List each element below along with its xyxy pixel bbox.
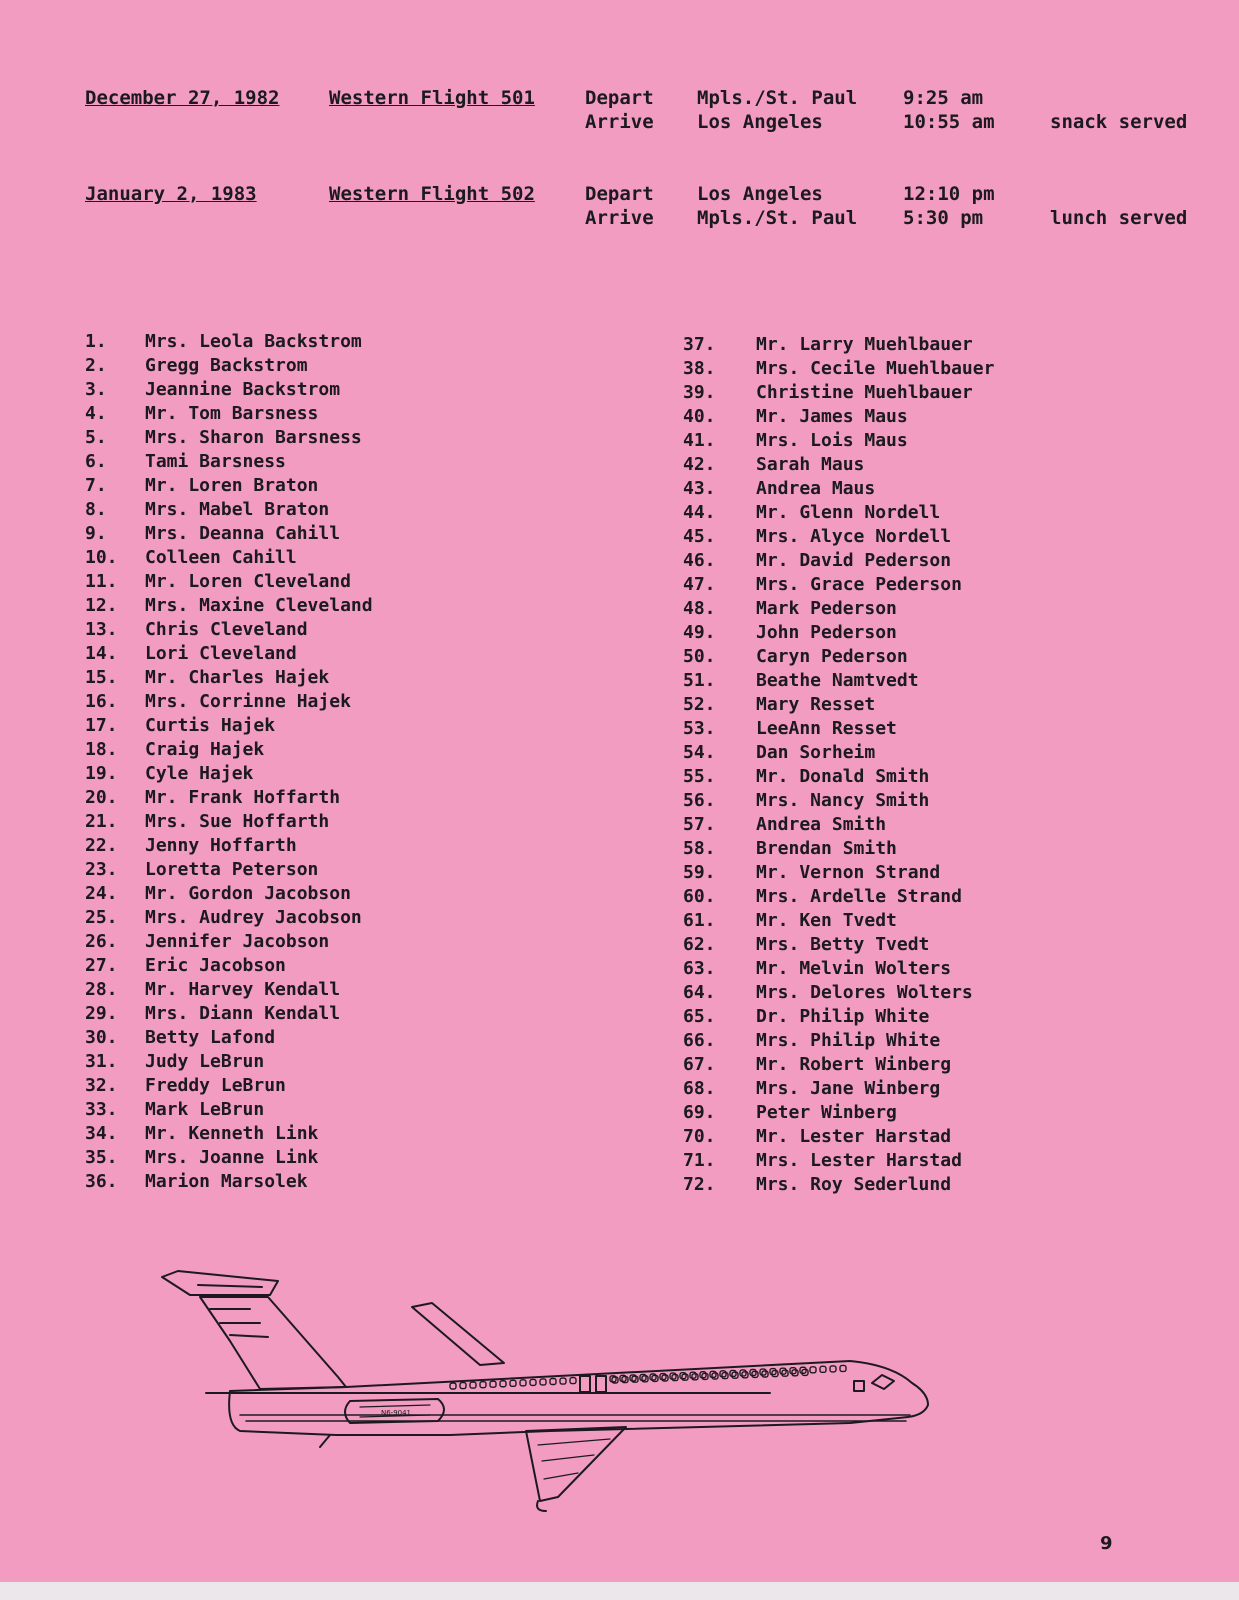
passenger-number: 63. [683,958,716,979]
passenger-number: 52. [683,694,716,715]
window [520,1380,526,1386]
passenger-name: Mrs. Diann Kendall [145,1003,341,1024]
passenger-number: 61. [683,910,716,931]
passenger-number: 57. [683,814,716,835]
cockpit-door [854,1381,864,1391]
passenger-number: 45. [683,526,716,547]
passenger-name: Freddy LeBrun [145,1075,286,1096]
passenger-name: Eric Jacobson [145,955,286,976]
depart-city: Mpls./St. Paul [697,87,858,109]
passenger-number: 48. [683,598,716,619]
passenger-number: 19. [85,763,118,784]
passenger-number: 46. [683,550,716,571]
depart-city: Los Angeles [697,183,823,205]
passenger-number: 66. [683,1030,716,1051]
passenger-name: Mr. Larry Muehlbauer [756,334,973,355]
arrive-label: Arrive [585,207,654,229]
window [740,1370,746,1376]
passenger-number: 31. [85,1051,118,1072]
passenger-number: 10. [85,547,118,568]
passenger-number: 39. [683,382,716,403]
passenger-name: Craig Hajek [145,739,265,760]
passenger-name: Mr. Robert Winberg [756,1054,952,1075]
passenger-number: 25. [85,907,118,928]
passenger-name: Mr. Lester Harstad [756,1126,952,1147]
passenger-number: 59. [683,862,716,883]
passenger-name: Mr. Donald Smith [756,766,930,787]
wingtip [537,1501,546,1511]
passenger-number: 13. [85,619,118,640]
passenger-name: Mr. Loren Braton [145,475,319,496]
passenger-number: 15. [85,667,118,688]
passenger-number: 14. [85,643,118,664]
passenger-number: 35. [85,1147,118,1168]
passenger-name: Mark LeBrun [145,1099,265,1120]
passenger-name: Colleen Cahill [145,547,297,568]
window [500,1381,506,1387]
passenger-number: 40. [683,406,716,427]
window [490,1381,496,1387]
passenger-number: 26. [85,931,118,952]
passenger-name: Mrs. Ardelle Strand [756,886,962,907]
passenger-name: Brendan Smith [756,838,897,859]
passenger-number: 60. [683,886,716,907]
passenger-name: Mrs. Sue Hoffarth [145,811,330,832]
passenger-number: 49. [683,622,716,643]
window [560,1378,566,1384]
wing-details [538,1439,610,1479]
tail-fin [200,1297,346,1389]
rear-strut [320,1435,330,1447]
arrive-time: 10:55 am [903,111,995,133]
passenger-name: Beathe Namtvedt [756,670,919,691]
passenger-number: 37. [683,334,716,355]
passenger-number: 68. [683,1078,716,1099]
passenger-number: 28. [85,979,118,1000]
passenger-name: Mrs. Jane Winberg [756,1078,941,1099]
main-wing [526,1427,626,1501]
passenger-name: Mrs. Lois Maus [756,430,908,451]
passenger-number: 53. [683,718,716,739]
window [550,1379,556,1385]
passenger-number: 18. [85,739,118,760]
passenger-name: Mrs. Maxine Cleveland [145,595,373,616]
passenger-number: 30. [85,1027,118,1048]
passenger-name: Peter Winberg [756,1102,897,1123]
passenger-number: 54. [683,742,716,763]
passenger-name: Mrs. Joanne Link [145,1147,319,1168]
flight-date: January 2, 1983 [85,183,257,205]
window [460,1383,466,1389]
passenger-name: Andrea Maus [756,478,876,499]
window-row [450,1365,846,1389]
flight-number: Western Flight 502 [329,183,535,205]
passenger-name: Mrs. Deanna Cahill [145,523,341,544]
passenger-name: Mary Resset [756,694,876,715]
passenger-name: Andrea Smith [756,814,887,835]
passenger-name: Mr. Vernon Strand [756,862,941,883]
passenger-name: Mr. Harvey Kendall [145,979,341,1000]
window [692,1374,698,1380]
window [752,1371,758,1377]
window [470,1382,476,1388]
passenger-name: Mrs. Corrinne Hajek [145,691,351,712]
passenger-name: Caryn Pederson [756,646,908,667]
window [720,1371,726,1377]
passenger-name: Mrs. Roy Sederlund [756,1174,952,1195]
window [710,1371,716,1377]
passenger-name: Mr. Melvin Wolters [756,958,952,979]
window [730,1370,736,1376]
passenger-name: Jeannine Backstrom [145,379,341,400]
passenger-name: Mr. Frank Hoffarth [145,787,341,808]
arrive-label: Arrive [585,111,654,133]
window [840,1365,846,1371]
passenger-name: Mr. Charles Hajek [145,667,330,688]
passenger-name: Mr. Gordon Jacobson [145,883,351,904]
passenger-number: 51. [683,670,716,691]
window [450,1383,456,1389]
airplane-illustration [150,1265,950,1540]
window [690,1372,696,1378]
passenger-name: Mrs. Philip White [756,1030,941,1051]
passenger-number: 55. [683,766,716,787]
window [712,1373,718,1379]
passenger-name: Mrs. Leola Backstrom [145,331,362,352]
passenger-number: 65. [683,1006,716,1027]
window [530,1379,536,1385]
passenger-name: Mrs. Delores Wolters [756,982,973,1003]
rear-winglet [412,1303,504,1365]
passenger-number: 7. [85,475,107,496]
window [810,1367,816,1373]
passenger-name: Mrs. Nancy Smith [756,790,930,811]
window [570,1378,576,1384]
arrive-city: Mpls./St. Paul [697,207,858,229]
passenger-number: 11. [85,571,118,592]
passenger-name: Mrs. Grace Pederson [756,574,962,595]
cabin-door [580,1376,590,1392]
passenger-number: 21. [85,811,118,832]
passenger-number: 6. [85,451,107,472]
arrive-time: 5:30 pm [903,207,984,229]
scan-edge [0,1582,1239,1600]
passenger-number: 56. [683,790,716,811]
passenger-name: Marion Marsolek [145,1171,308,1192]
passenger-number: 2. [85,355,107,376]
passenger-name: Mark Pederson [756,598,897,619]
passenger-number: 34. [85,1123,118,1144]
passenger-number: 3. [85,379,107,400]
passenger-number: 5. [85,427,107,448]
passenger-number: 9. [85,523,107,544]
passenger-number: 8. [85,499,107,520]
passenger-name: Lori Cleveland [145,643,297,664]
passenger-name: Mrs. Lester Harstad [756,1150,962,1171]
passenger-number: 50. [683,646,716,667]
passenger-number: 12. [85,595,118,616]
passenger-number: 22. [85,835,118,856]
depart-time: 9:25 am [903,87,984,109]
passenger-number: 72. [683,1174,716,1195]
passenger-name: Mrs. Alyce Nordell [756,526,952,547]
passenger-name: Mr. Kenneth Link [145,1123,319,1144]
passenger-number: 38. [683,358,716,379]
passenger-number: 17. [85,715,118,736]
passenger-name: Mr. Glenn Nordell [756,502,941,523]
depart-time: 12:10 pm [903,183,995,205]
window [510,1380,516,1386]
passenger-number: 36. [85,1171,118,1192]
passenger-name: Jenny Hoffarth [145,835,297,856]
passenger-name: John Pederson [756,622,897,643]
passenger-number: 33. [85,1099,118,1120]
passenger-name: Chris Cleveland [145,619,308,640]
passenger-name: Jennifer Jacobson [145,931,330,952]
passenger-number: 27. [85,955,118,976]
passenger-number: 47. [683,574,716,595]
passenger-number: 29. [85,1003,118,1024]
cabin-door [596,1376,606,1392]
window [540,1379,546,1385]
passenger-number: 67. [683,1054,716,1075]
passenger-number: 64. [683,982,716,1003]
passenger-number: 20. [85,787,118,808]
passenger-number: 44. [683,502,716,523]
passenger-name: Mrs. Betty Tvedt [756,934,930,955]
arrive-city: Los Angeles [697,111,823,133]
passenger-number: 16. [85,691,118,712]
depart-label: Depart [585,87,654,109]
passenger-number: 4. [85,403,107,424]
passenger-number: 42. [683,454,716,475]
passenger-name: Mrs. Mabel Braton [145,499,330,520]
stabilizer-line [198,1285,262,1287]
passenger-name: Tami Barsness [145,451,286,472]
passenger-number: 58. [683,838,716,859]
window [732,1372,738,1378]
passenger-number: 70. [683,1126,716,1147]
passenger-name: Mrs. Sharon Barsness [145,427,362,448]
window [700,1372,706,1378]
passenger-number: 32. [85,1075,118,1096]
flight-number: Western Flight 501 [329,87,535,109]
page-number: 9 [1100,1533,1113,1554]
cockpit-window [872,1375,894,1389]
window [672,1375,678,1381]
window [682,1374,688,1380]
passenger-name: Mr. Tom Barsness [145,403,319,424]
passenger-name: Mr. Ken Tvedt [756,910,897,931]
passenger-name: Curtis Hajek [145,715,276,736]
passenger-name: Mrs. Cecile Muehlbauer [756,358,995,379]
passenger-name: Dan Sorheim [756,742,876,763]
passenger-name: Mr. James Maus [756,406,908,427]
passenger-number: 1. [85,331,107,352]
window [750,1370,756,1376]
window [480,1382,486,1388]
window [722,1373,728,1379]
meal-note: lunch served [1050,207,1188,229]
depart-label: Depart [585,183,654,205]
passenger-name: Mrs. Audrey Jacobson [145,907,362,928]
tail-number: N6-9041 [380,1409,412,1417]
passenger-name: Mr. David Pederson [756,550,952,571]
passenger-number: 41. [683,430,716,451]
passenger-name: Mr. Loren Cleveland [145,571,351,592]
window [742,1372,748,1378]
flight-date: December 27, 1982 [85,87,280,109]
meal-note: snack served [1050,111,1188,133]
passenger-name: Sarah Maus [756,454,865,475]
passenger-number: 62. [683,934,716,955]
passenger-name: Loretta Peterson [145,859,319,880]
passenger-number: 24. [85,883,118,904]
passenger-name: Dr. Philip White [756,1006,930,1027]
window [820,1366,826,1372]
passenger-number: 43. [683,478,716,499]
passenger-name: Gregg Backstrom [145,355,308,376]
passenger-number: 71. [683,1150,716,1171]
passenger-name: Christine Muehlbauer [756,382,973,403]
tail-stabilizer [162,1271,278,1295]
passenger-name: LeeAnn Resset [756,718,897,739]
window [702,1373,708,1379]
passenger-number: 69. [683,1102,716,1123]
passenger-name: Betty Lafond [145,1027,276,1048]
window [830,1366,836,1372]
passenger-name: Cyle Hajek [145,763,254,784]
passenger-number: 23. [85,859,118,880]
passenger-name: Judy LeBrun [145,1051,265,1072]
